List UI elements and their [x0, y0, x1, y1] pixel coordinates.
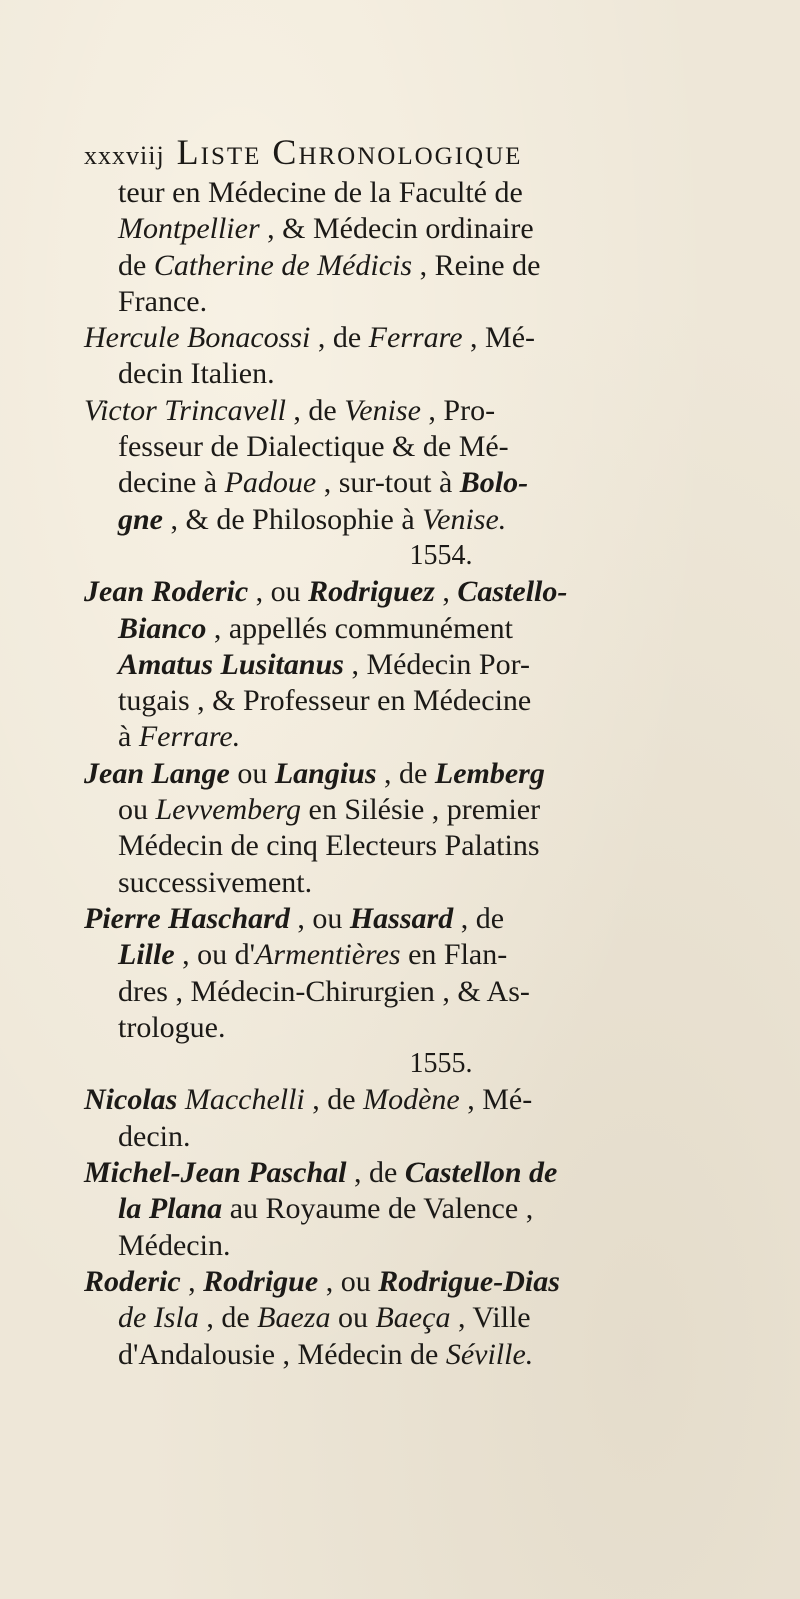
text-run: ou: [118, 793, 156, 827]
text-run: , de: [346, 1156, 405, 1190]
text-run: teur en Médecine de la Faculté de: [118, 176, 523, 209]
text-run: Médecin.: [118, 1228, 231, 1262]
italic-name-run: Rodrigue: [203, 1264, 319, 1298]
text-run: au Royaume de Valence ,: [222, 1192, 534, 1226]
text-line: [84, 465, 764, 501]
italic-name-run: la Plana: [118, 1192, 223, 1226]
italic-name-run: Lemberg: [434, 756, 545, 790]
italic-name-run: Armentières: [255, 938, 401, 972]
text-line: [84, 248, 764, 284]
text-line: [84, 1155, 764, 1191]
text-line: [84, 865, 764, 901]
text-line: [84, 756, 764, 792]
text-line: [84, 284, 764, 320]
italic-name-run: Jean Roderic: [84, 575, 249, 609]
italic-name-run: Castello-: [457, 575, 568, 609]
italic-name-run: Modène: [363, 1083, 460, 1117]
italic-name-run: Venise.: [422, 502, 507, 536]
text-run: d'Andalousie , Médecin de: [118, 1337, 446, 1371]
italic-name-run: Rodrigue-Dias: [378, 1264, 560, 1298]
text-run: France.: [118, 284, 208, 318]
text-line: [84, 356, 764, 392]
text-line: [84, 1300, 764, 1336]
text-line: [84, 611, 764, 647]
italic-name-run: Nicolas: [84, 1083, 178, 1117]
text-line: [84, 1228, 764, 1264]
text-run: dres , Médecin-Chirurgien , & As-: [118, 974, 530, 1008]
italic-name-run: Rodriguez: [308, 575, 435, 609]
year-heading: 1555.: [409, 1048, 473, 1080]
text-line: [84, 429, 764, 465]
text-line: [84, 719, 764, 755]
italic-name-run: Jean Lange: [84, 756, 230, 790]
text-line: [84, 175, 764, 211]
page-folio: xxxviij: [84, 141, 165, 170]
italic-name-run: Victor Trincavell: [84, 393, 286, 427]
text-run: decin Italien.: [118, 357, 275, 391]
year-heading: 1554.: [409, 539, 473, 571]
text-run: successivement.: [118, 865, 313, 899]
text-run: , de: [285, 393, 345, 427]
text-run: , de: [376, 756, 435, 790]
italic-name-run: Castellon de: [404, 1156, 558, 1190]
text-run: , de: [198, 1301, 258, 1335]
text-line: [84, 1010, 764, 1046]
italic-name-run: Levvemberg: [155, 793, 301, 827]
italic-name-run: Hassard: [349, 901, 454, 935]
text-run: decin.: [118, 1119, 191, 1153]
text-run: , appellés communément: [206, 611, 513, 645]
text-run: trologue.: [118, 1010, 226, 1044]
text-run: , Pro-: [420, 393, 496, 427]
italic-name-run: Bianco: [118, 611, 207, 645]
italic-name-run: Baeza: [257, 1301, 331, 1335]
running-title: Liste Chronologique: [176, 132, 523, 172]
text-run: à: [118, 720, 139, 754]
italic-name-run: Michel-Jean Paschal: [84, 1156, 347, 1190]
text-run: ou: [229, 756, 275, 790]
text-line: [84, 502, 764, 538]
text-line: [84, 828, 764, 864]
text-line: [84, 647, 764, 683]
italic-name-run: Ferrare: [368, 321, 463, 355]
running-head: [84, 131, 522, 173]
italic-name-run: Macchelli: [184, 1083, 305, 1117]
text-run: , sur-tout à: [316, 466, 460, 500]
text-run: , ou: [289, 901, 350, 935]
text-run: , ou d': [174, 938, 256, 972]
text-run: , ou: [318, 1264, 379, 1298]
text-run: ,: [180, 1264, 204, 1298]
text-line: [84, 937, 764, 973]
text-run: , de: [310, 321, 369, 355]
text-line: [84, 901, 764, 937]
italic-name-run: Langius: [274, 756, 377, 790]
italic-name-run: Pierre Haschard: [84, 901, 290, 935]
text-run: , Mé-: [459, 1083, 533, 1117]
text-run: , Mé-: [462, 321, 536, 355]
text-run: [177, 1083, 185, 1116]
text-run: , Reine de: [412, 248, 541, 282]
italic-name-run: Baeça: [375, 1301, 451, 1335]
text-line: [84, 1264, 764, 1300]
text-run: , & de Philosophie à: [163, 502, 423, 536]
italic-name-run: Montpellier: [118, 212, 260, 246]
italic-name-run: Séville.: [445, 1337, 534, 1371]
italic-name-run: Catherine de Médicis: [153, 248, 413, 282]
italic-name-run: Roderic: [84, 1264, 181, 1298]
italic-name-run: de Isla: [118, 1301, 199, 1335]
italic-name-run: Amatus Lusitanus: [118, 647, 344, 681]
italic-name-run: Hercule Bonacossi: [84, 321, 311, 355]
text-run: , Ville: [450, 1301, 531, 1335]
italic-name-run: Venise: [344, 393, 421, 427]
text-run: de: [118, 248, 154, 282]
text-run: tugais , & Professeur en Médecine: [118, 684, 532, 718]
text-line: [84, 683, 764, 719]
text-run: Médecin de cinq Electeurs Palatins: [118, 829, 540, 863]
text-line: [84, 320, 764, 356]
text-run: decine à: [118, 466, 225, 500]
text-line: [84, 1082, 764, 1118]
text-run: , & Médecin ordinaire: [259, 212, 534, 246]
italic-name-run: Lille: [118, 938, 175, 972]
text-line: [84, 393, 764, 429]
text-run: ou: [330, 1301, 376, 1335]
text-run: fesseur de Dialectique & de Mé-: [118, 430, 509, 464]
text-run: , ou: [248, 575, 309, 609]
text-line: [84, 211, 764, 247]
text-line: [84, 574, 764, 610]
italic-name-run: Padoue: [224, 466, 317, 500]
chronological-list-text: [84, 175, 764, 1373]
italic-name-run: gne: [118, 502, 163, 536]
text-run: en Silésie , premier: [301, 793, 541, 827]
text-line: [84, 792, 764, 828]
text-run: , Médecin Por-: [343, 647, 530, 681]
text-run: ,: [434, 575, 458, 609]
italic-name-run: Ferrare.: [138, 720, 241, 754]
text-line: [84, 1191, 764, 1227]
text-line: [84, 1119, 764, 1155]
text-run: , de: [304, 1083, 364, 1117]
text-run: en Flan-: [400, 938, 508, 972]
text-run: , de: [453, 901, 505, 935]
italic-name-run: Bolo-: [459, 466, 529, 500]
text-line: [84, 974, 764, 1010]
text-line: [84, 1337, 764, 1373]
